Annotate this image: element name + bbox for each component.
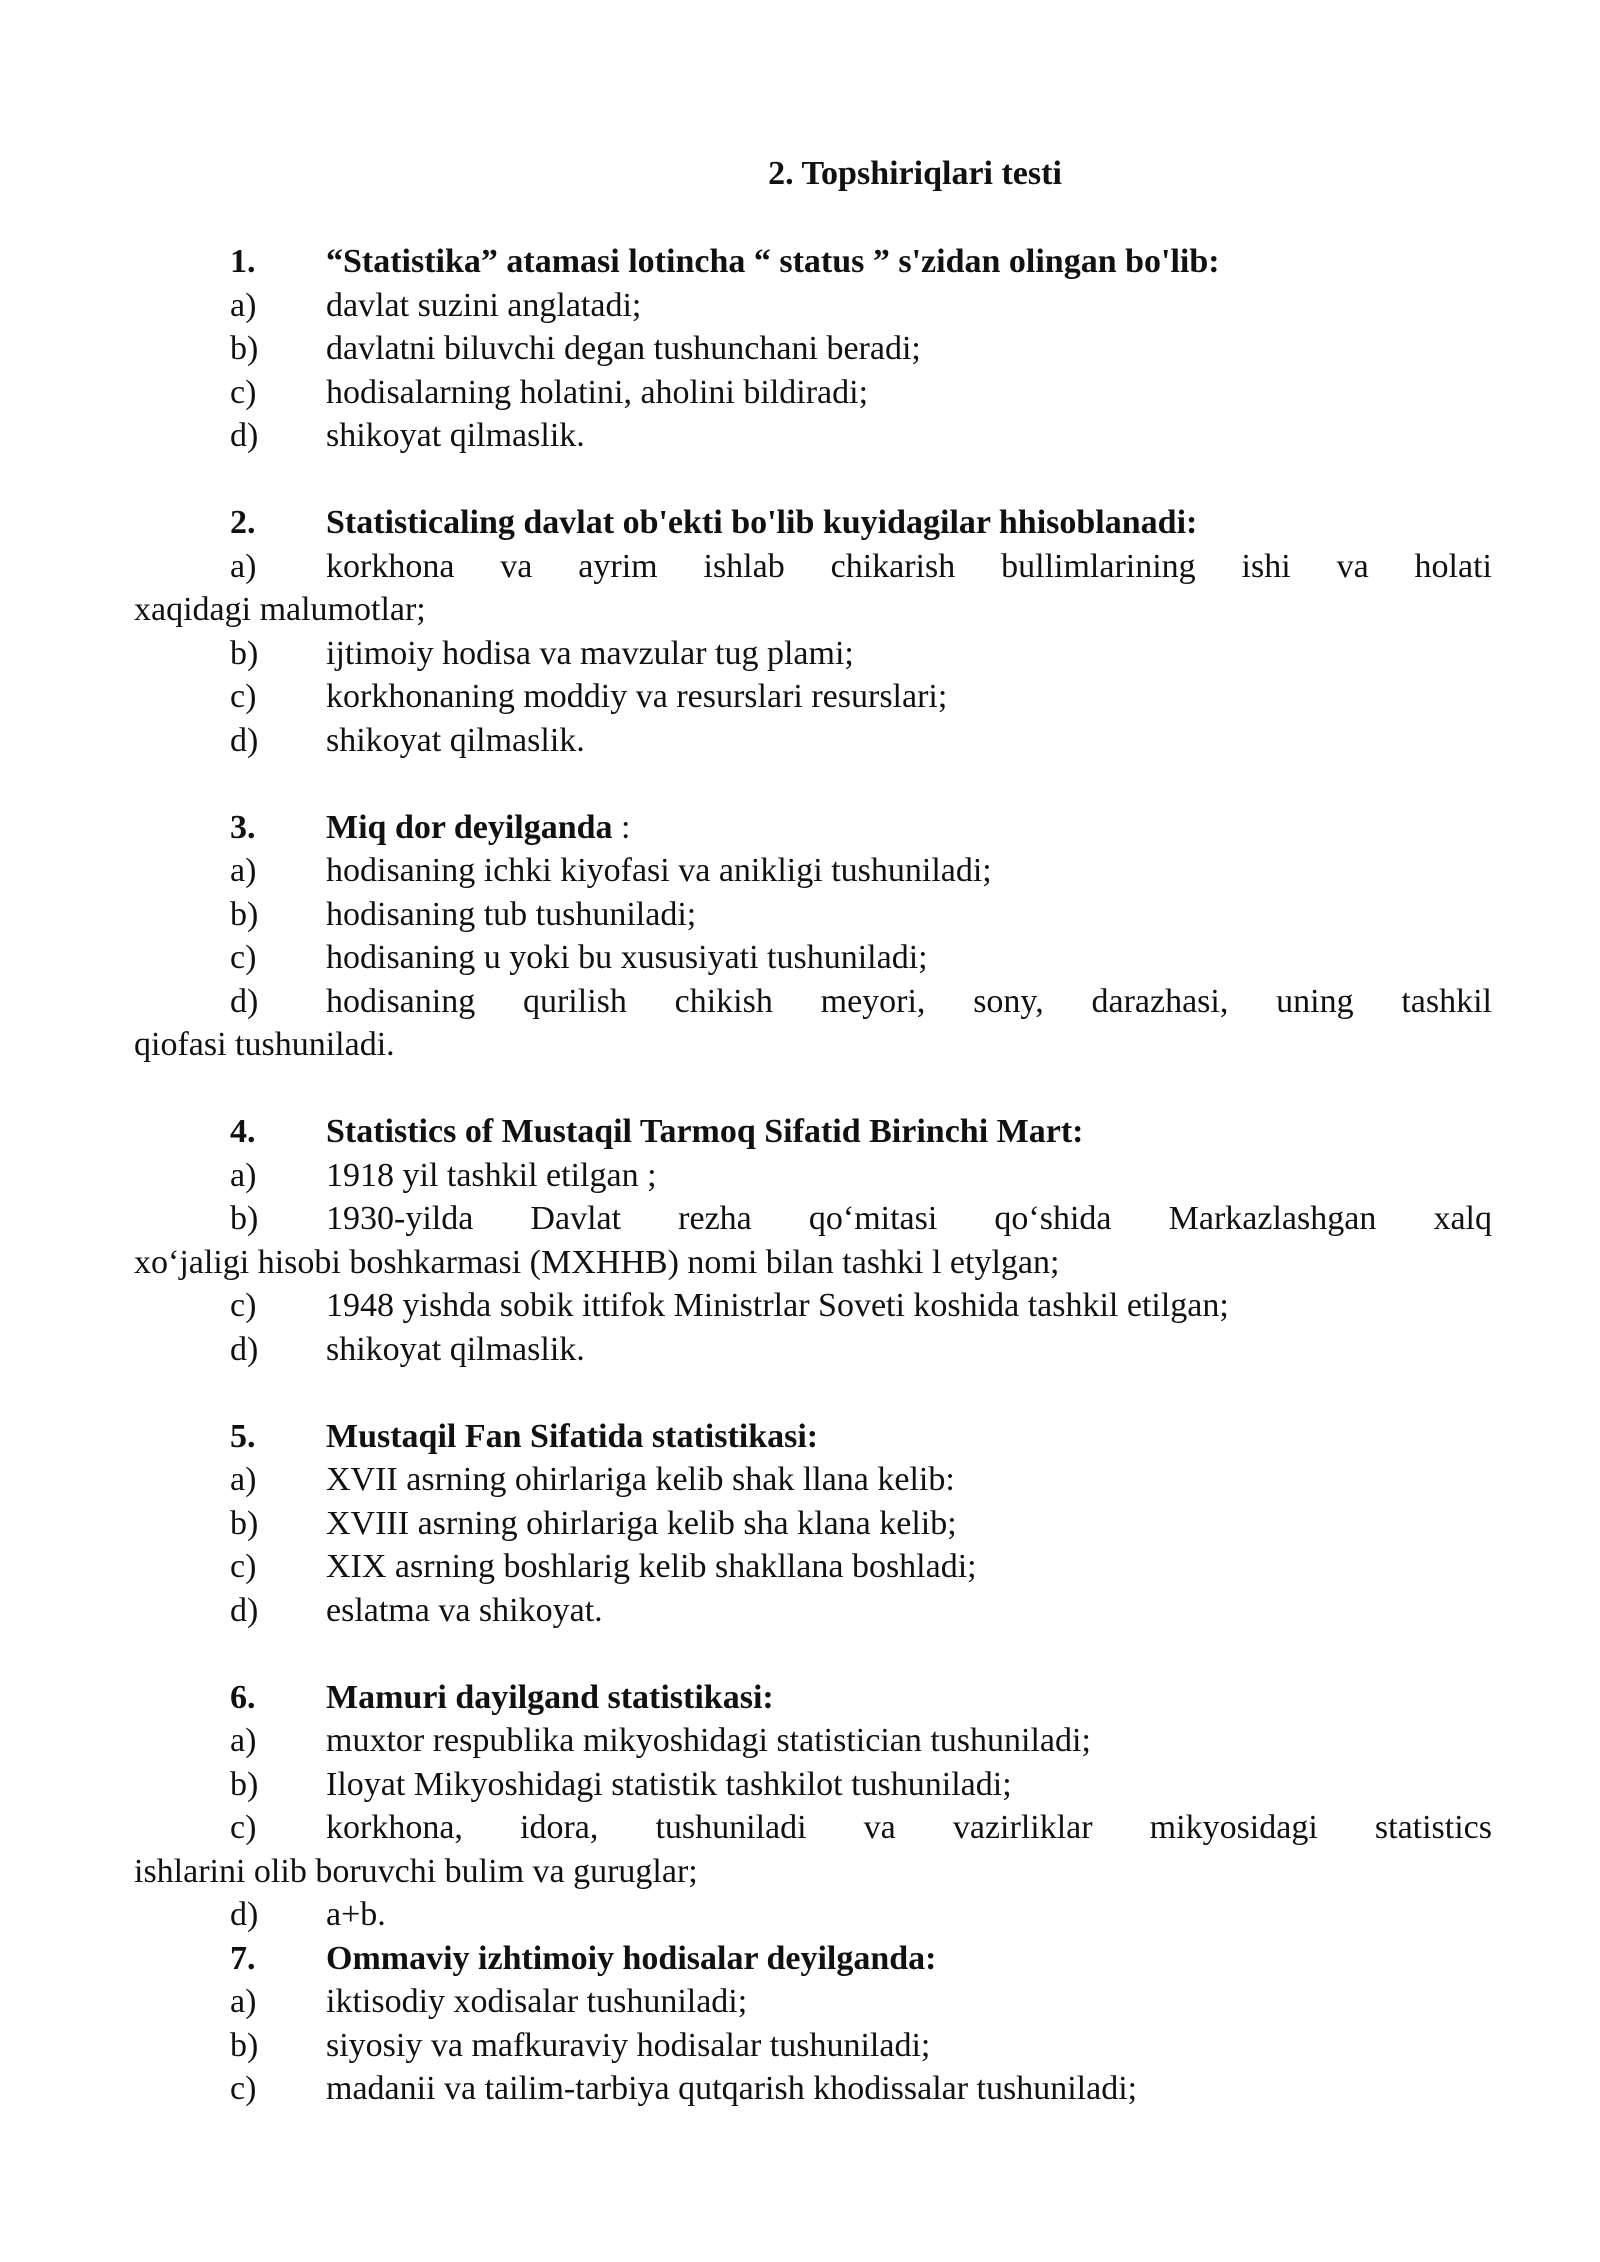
- option-text: hodisaning tub tushuniladi;: [326, 895, 697, 933]
- question-heading: [230, 1676, 1492, 1720]
- option-label: a): [230, 286, 257, 324]
- question-text-main: Mustaqil Fan Sifatida statistikasi:: [326, 1417, 819, 1455]
- question-5: [230, 1415, 1492, 1633]
- option-text: siyosiy va mafkuraviy hodisalar tushuniladi;: [326, 2026, 931, 2064]
- answer-option-a: [230, 1458, 1492, 1502]
- option-label: c): [230, 1548, 257, 1585]
- option-label: a): [230, 1722, 257, 1759]
- option-text: 1930-yilda Davlat rezha qo‘mitasi qo‘shida Markazlashgan xalq: [326, 1200, 1492, 1237]
- option-text: shikoyat qilmaslik.: [326, 417, 585, 454]
- option-text: iktisodiy xodisalar tushuniladi;: [326, 1983, 748, 2020]
- question-heading: [230, 1110, 1492, 1154]
- option-label: c): [230, 1287, 257, 1324]
- option-label: b): [230, 1200, 259, 1237]
- option-text: eslatma va shikoyat.: [326, 1591, 603, 1629]
- option-label: d): [230, 417, 259, 454]
- option-text-continuation: xo‘jaligi hisobi boshkarmasi (MXHHB) nomi bilan tashki l etylgan;: [134, 1243, 1060, 1281]
- answer-option-d: [230, 414, 1492, 458]
- option-text: hodisaning ichki kiyofasi va anikligi tushuniladi;: [326, 852, 992, 889]
- answer-option-a: [230, 1154, 1492, 1198]
- question-text-main: Ommaviy izhtimoiy hodisalar deyilganda:: [326, 1939, 937, 1977]
- question-3: [134, 806, 1492, 1067]
- answer-option-d: [134, 980, 1492, 1067]
- question-number: 6.: [230, 1678, 256, 1716]
- question-heading: [230, 501, 1492, 545]
- question-number: 3.: [230, 808, 256, 846]
- option-label: c): [230, 373, 257, 411]
- option-text: korkhona va ayrim ishlab chikarish bullimlarining ishi va holati: [326, 547, 1492, 585]
- option-text: davlatni biluvchi degan tushunchani beradi;: [326, 330, 921, 367]
- option-label: c): [230, 678, 257, 715]
- option-text: a+b.: [326, 1896, 386, 1933]
- answer-option-b: [230, 2024, 1492, 2068]
- answer-option-b: [230, 632, 1492, 676]
- option-text: shikoyat qilmaslik.: [326, 721, 585, 759]
- question-1: [230, 240, 1492, 458]
- option-text: ijtimoiy hodisa va mavzular tug plami;: [326, 634, 854, 672]
- option-text: 1918 yil tashkil etilgan ;: [326, 1156, 657, 1194]
- option-text: XIX asrning boshlarig kelib shakllana boshladi;: [326, 1548, 977, 1585]
- option-text: XVIII asrning ohirlariga kelib sha klana kelib;: [326, 1504, 957, 1542]
- option-label: c): [230, 2070, 257, 2107]
- option-label: a): [230, 1156, 257, 1194]
- answer-option-d: [230, 719, 1492, 763]
- option-text-continuation: ishlarini olib boruvchi bulim va guruglar;: [134, 1852, 698, 1890]
- answer-option-d: [230, 1328, 1492, 1372]
- option-text-continuation: qiofasi tushuniladi.: [134, 1026, 395, 1063]
- answer-option-b: [230, 893, 1492, 937]
- question-text: [326, 806, 631, 850]
- question-6: [134, 1676, 1492, 1937]
- option-label: a): [230, 852, 257, 889]
- option-label: b): [230, 1504, 259, 1542]
- question-heading: [230, 1415, 1492, 1459]
- option-label: b): [230, 634, 259, 672]
- answer-option-d: [230, 1589, 1492, 1633]
- option-label: b): [230, 895, 259, 933]
- answer-option-c: [230, 2067, 1492, 2111]
- answer-option-a: [230, 849, 1492, 893]
- answer-option-c: [230, 675, 1492, 719]
- option-label: b): [230, 330, 259, 367]
- option-label: d): [230, 1896, 259, 1933]
- question-text-main: Mamuri dayilgand statistikasi:: [326, 1678, 774, 1716]
- answer-option-a: [230, 1980, 1492, 2024]
- option-text: hodisalarning holatini, aholini bildiradi;: [326, 373, 869, 411]
- answer-option-b: [230, 1763, 1492, 1807]
- option-label: d): [230, 1330, 259, 1368]
- answer-option-c: [230, 936, 1492, 980]
- option-text: shikoyat qilmaslik.: [326, 1330, 585, 1368]
- option-text: XVII asrning ohirlariga kelib shak llana kelib:: [326, 1461, 955, 1498]
- option-label: a): [230, 547, 257, 585]
- answer-option-d: [230, 1893, 1492, 1937]
- question-number: 1.: [230, 243, 256, 280]
- option-text: muxtor respublika mikyoshidagi statistician tushuniladi;: [326, 1722, 1091, 1759]
- question-text: [326, 1937, 936, 1981]
- answer-option-a: [230, 1719, 1492, 1763]
- question-heading: [230, 240, 1492, 284]
- question-number: 5.: [230, 1417, 256, 1455]
- option-label: c): [230, 939, 257, 976]
- question-number: 7.: [230, 1939, 256, 1977]
- answer-option-b: [134, 1197, 1492, 1284]
- option-text: Iloyat Mikyoshidagi statistik tashkilot tushuniladi;: [326, 1765, 1012, 1803]
- option-label: c): [230, 1809, 257, 1846]
- question-number: 2.: [230, 504, 256, 541]
- page-title: 2. Topshiriqlari testi: [768, 155, 1062, 192]
- question-7: [230, 1937, 1492, 2111]
- option-label: d): [230, 982, 259, 1020]
- question-text-main: Statisticaling davlat ob'ekti bo'lib kuyidagilar hhisoblanadi:: [326, 504, 1198, 541]
- option-label: b): [230, 2026, 259, 2064]
- question-text-main: Miq dor deyilganda: [326, 808, 613, 846]
- option-text-continuation: xaqidagi malumotlar;: [134, 591, 426, 628]
- option-label: b): [230, 1765, 259, 1803]
- answer-option-a: [230, 284, 1492, 328]
- question-4: [134, 1110, 1492, 1371]
- option-text: hodisaning u yoki bu xususiyati tushuniladi;: [326, 939, 928, 976]
- question-number: 4.: [230, 1113, 256, 1150]
- question-text: [326, 1110, 1083, 1154]
- answer-option-c: [230, 1545, 1492, 1589]
- question-heading: [230, 806, 1492, 850]
- option-text: davlat suzini anglatadi;: [326, 286, 642, 324]
- question-text: [326, 1676, 774, 1720]
- question-heading: [230, 1937, 1492, 1981]
- question-text-main: “Statistika” atamasi lotincha “ status ” s'zidan olingan bo'lib:: [326, 243, 1220, 280]
- option-label: a): [230, 1461, 257, 1498]
- answer-option-c: [134, 1806, 1492, 1893]
- option-text: 1948 yishda sobik ittifok Ministrlar Soveti koshida tashkil etilgan;: [326, 1287, 1229, 1324]
- question-2: [134, 501, 1492, 762]
- question-text-main: Statistics of Mustaqil Tarmoq Sifatid Birinchi Mart:: [326, 1113, 1084, 1150]
- question-text: [326, 240, 1220, 284]
- option-text: korkhonaning moddiy va resurslari resurslari;: [326, 678, 948, 715]
- answer-option-a: [134, 545, 1492, 632]
- question-text-suffix: :: [612, 808, 631, 846]
- answer-option-b: [230, 327, 1492, 371]
- answer-option-c: [230, 371, 1492, 415]
- option-label: d): [230, 1591, 259, 1629]
- question-text: [326, 1415, 818, 1459]
- option-text: korkhona, idora, tushuniladi va vazirliklar mikyosidagi statistics: [326, 1809, 1492, 1846]
- answer-option-b: [230, 1502, 1492, 1546]
- option-text: hodisaning qurilish chikish meyori, sony, darazhasi, uning tashkil: [326, 982, 1492, 1020]
- answer-option-c: [230, 1284, 1492, 1328]
- option-label: d): [230, 721, 259, 759]
- option-text: madanii va tailim-tarbiya qutqarish khodissalar tushuniladi;: [326, 2070, 1138, 2107]
- question-text: [326, 501, 1197, 545]
- option-label: a): [230, 1983, 257, 2020]
- question-list: [134, 240, 1492, 2111]
